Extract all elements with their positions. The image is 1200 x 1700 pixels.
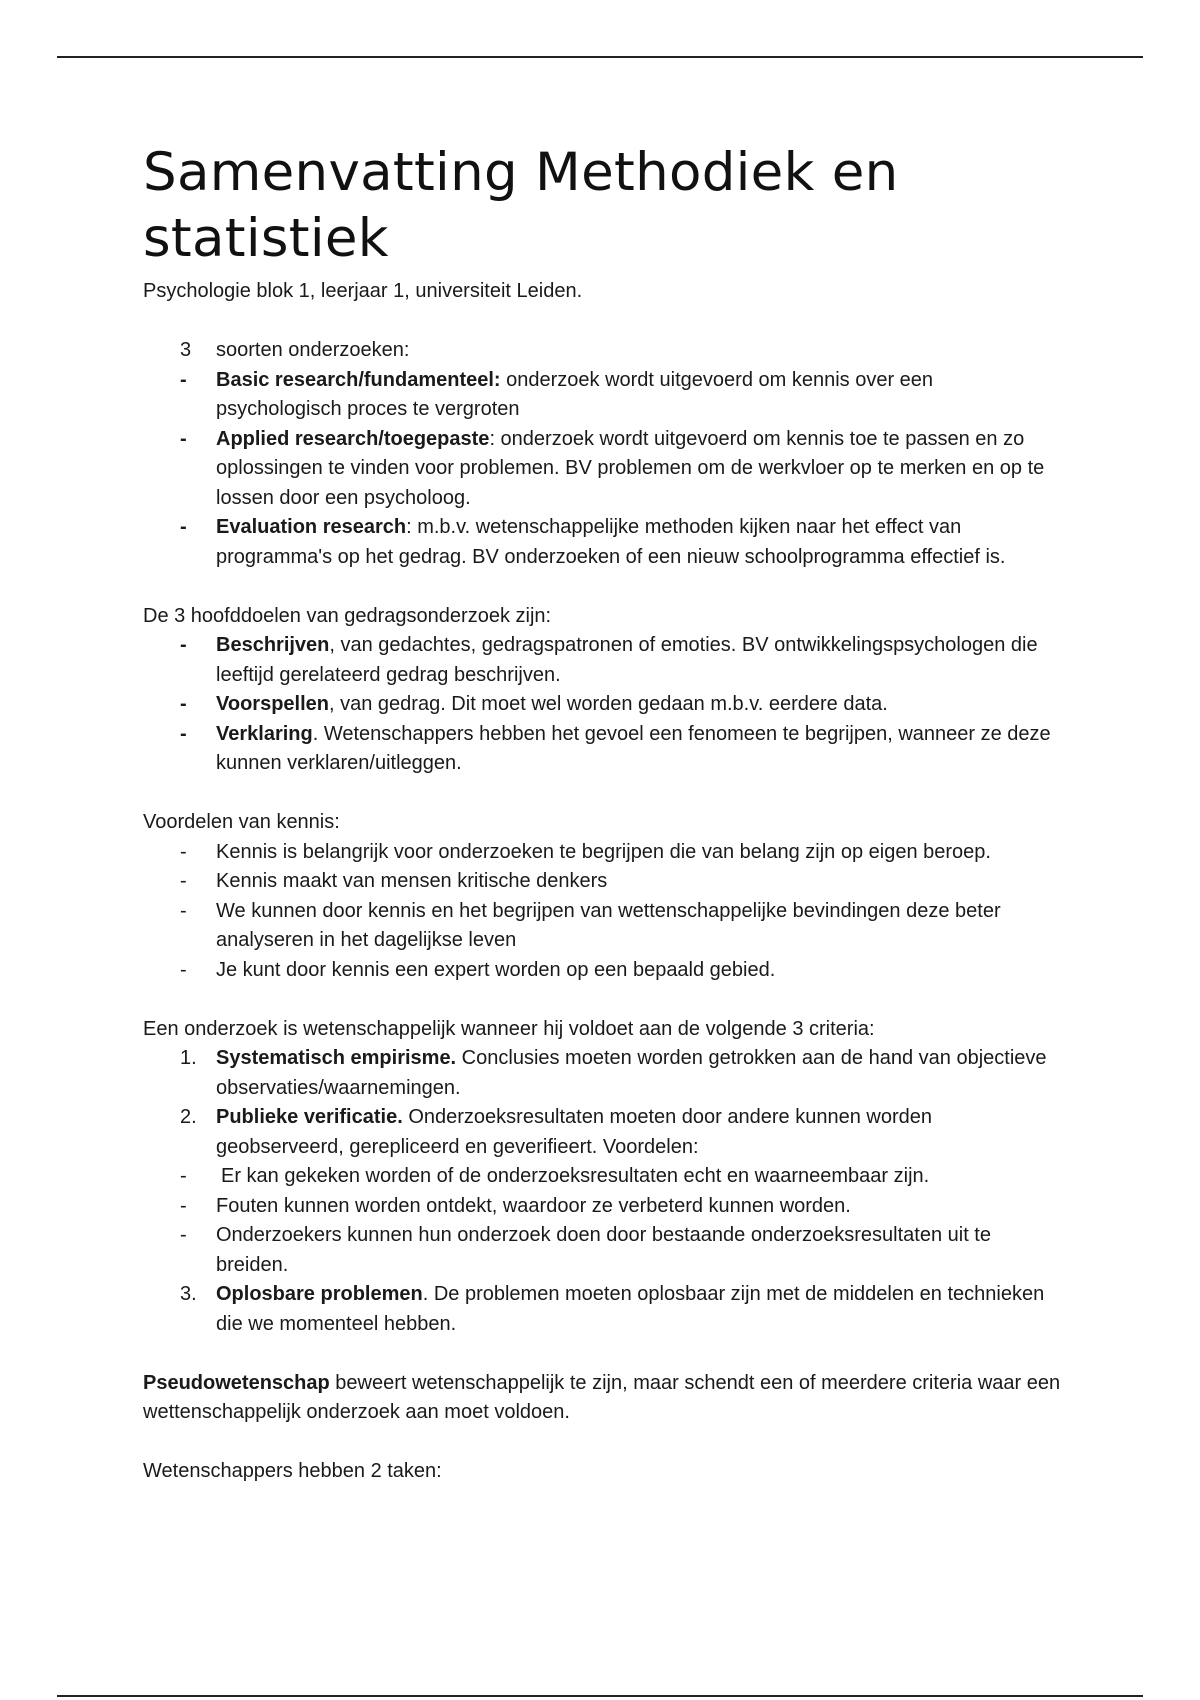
list-item-text: Kennis maakt van mensen kritische denkers: [216, 870, 608, 892]
list-bullet: -: [180, 634, 187, 656]
list-item-text: Onderzoekers kunnen hun onderzoek doen door bestaande onderzoeksresultaten uit te breiden.: [216, 1224, 991, 1276]
list-item-text: , van gedrag. Dit moet wel worden gedaan m.b.v. eerdere data.: [329, 693, 888, 715]
list-item: [143, 1162, 1063, 1192]
list-bullet: -: [180, 722, 187, 745]
list-item: [143, 690, 1063, 720]
list-item-term: Oplosbare problemen: [216, 1283, 423, 1305]
document-body: [143, 140, 1063, 1487]
list-bullet: -: [180, 1224, 187, 1246]
list-item: [143, 956, 1063, 986]
list-item-text: Conclusies moeten worden getrokken aan de hand van objectieve observaties/waarnemingen.: [216, 1047, 1047, 1099]
list-item: [143, 720, 1063, 779]
research-types-intro: [143, 336, 1063, 366]
list-bullet: -: [180, 693, 187, 715]
list-item-term: Evaluation research: [216, 516, 407, 538]
list-item-text: We kunnen door kennis en het begrijpen van wettenschappelijke bevindingen deze beter analyseren in het dagelijkse leven: [216, 899, 1001, 951]
list-item: [143, 366, 1063, 425]
list-item: [143, 1280, 1063, 1339]
list-item-text: Je kunt door kennis een expert worden op een bepaald gebied.: [216, 958, 776, 981]
list-item: [143, 513, 1063, 572]
document-title: Samenvatting Methodiek en statistiek: [143, 142, 899, 269]
list-item-term: Publieke verificatie.: [216, 1106, 403, 1128]
list-item: [143, 1044, 1063, 1103]
list-item: [143, 1221, 1063, 1280]
list-bullet: -: [180, 840, 187, 863]
document-subtitle: Psychologie blok 1, leerjaar 1, universiteit Leiden.: [143, 280, 583, 302]
list-item-text: . Wetenschappers hebben het gevoel een fenomeen te begrijpen, wanneer ze deze kunnen verklaren/uitleggen.: [216, 722, 1051, 774]
research-types-list: [143, 336, 1063, 572]
list-item: [143, 1103, 1063, 1162]
benefits-list: [143, 838, 1063, 986]
pseudo-text: beweert wetenschappelijk te zijn, maar schendt een of meerdere criteria waar een wettenschappelijk onderzoek aan moet voldoen.: [143, 1371, 1061, 1423]
list-item-term: Beschrijven: [216, 634, 330, 656]
list-item: [143, 425, 1063, 514]
spacer: [143, 1339, 1063, 1369]
research-types-intro-text: soorten onderzoeken:: [216, 339, 410, 361]
list-item-text: , van gedachtes, gedragspatronen of emoties. BV ontwikkelingspsychologen die leeftijd gerelateerd gedrag beschrijven.: [216, 634, 1038, 686]
list-number: 3.: [180, 1283, 197, 1305]
list-item-term: Verklaring: [216, 722, 313, 745]
benefits-heading: Voordelen van kennis:: [143, 811, 340, 833]
list-bullet: -: [180, 516, 187, 538]
list-item: [143, 1192, 1063, 1222]
list-item: [143, 897, 1063, 956]
list-bullet: -: [180, 427, 187, 450]
list-item-term: Basic research/fundamenteel:: [216, 368, 501, 391]
list-number: 3: [180, 339, 192, 361]
list-item-text: . De problemen moeten oplosbaar zijn met de middelen en technieken die we momenteel hebben.: [216, 1283, 1045, 1335]
list-item-text: Onderzoeksresultaten moeten door andere kunnen worden geobserveerd, gerepliceerd en geverifieert. Voordelen:: [216, 1106, 932, 1158]
list-number: 1.: [180, 1047, 197, 1069]
list-item-term: Applied research/toegepaste: [216, 427, 490, 450]
list-bullet: -: [180, 899, 187, 922]
list-bullet: -: [180, 958, 187, 981]
list-item: [143, 838, 1063, 868]
list-item-text: : onderzoek wordt uitgevoerd om kennis toe te passen en zo oplossingen te vinden voor problemen. BV problemen om de werkvloer op te merken en op te lossen door een psycholoog.: [216, 427, 1045, 509]
pseudo-term: Pseudowetenschap: [143, 1371, 330, 1394]
pseudo-paragraph: [143, 1369, 1063, 1428]
list-item-text: onderzoek wordt uitgevoerd om kennis over een psychologisch proces te vergroten: [216, 368, 934, 420]
list-item-term: Systematisch empirisme.: [216, 1047, 457, 1069]
list-item-term: Voorspellen: [216, 693, 329, 715]
criteria-list: [143, 1044, 1063, 1339]
list-item-text: Er kan gekeken worden of de onderzoeksresultaten echt en waarneembaar zijn.: [221, 1165, 930, 1187]
goals-list: [143, 631, 1063, 779]
list-number: 2.: [180, 1106, 197, 1128]
list-bullet: -: [180, 1165, 187, 1187]
list-item-text: Kennis is belangrijk voor onderzoeken te begrijpen die van belang zijn op eigen beroep.: [216, 840, 991, 863]
goals-heading: De 3 hoofddoelen van gedragsonderzoek zijn:: [143, 604, 552, 627]
list-item-text: : m.b.v. wetenschappelijke methoden kijken naar het effect van programma's op het gedrag. BV onderzoeken of een nieuw schoolprogramma effectief is.: [216, 516, 1006, 568]
list-bullet: -: [180, 1194, 187, 1217]
closing-paragraph: Wetenschappers hebben 2 taken:: [143, 1460, 442, 1482]
spacer: [143, 985, 1063, 1015]
footer-rule: [57, 1695, 1143, 1697]
list-item-text: Fouten kunnen worden ontdekt, waardoor ze verbeterd kunnen worden.: [216, 1194, 851, 1217]
header-rule: [57, 56, 1143, 58]
list-bullet: -: [180, 870, 187, 892]
list-item: [143, 631, 1063, 690]
spacer: [143, 572, 1063, 602]
spacer: [143, 307, 1063, 337]
criteria-heading: Een onderzoek is wetenschappelijk wanneer hij voldoet aan de volgende 3 criteria:: [143, 1017, 875, 1040]
spacer: [143, 779, 1063, 809]
spacer: [143, 1428, 1063, 1458]
list-bullet: -: [180, 368, 187, 391]
list-item: [143, 867, 1063, 897]
